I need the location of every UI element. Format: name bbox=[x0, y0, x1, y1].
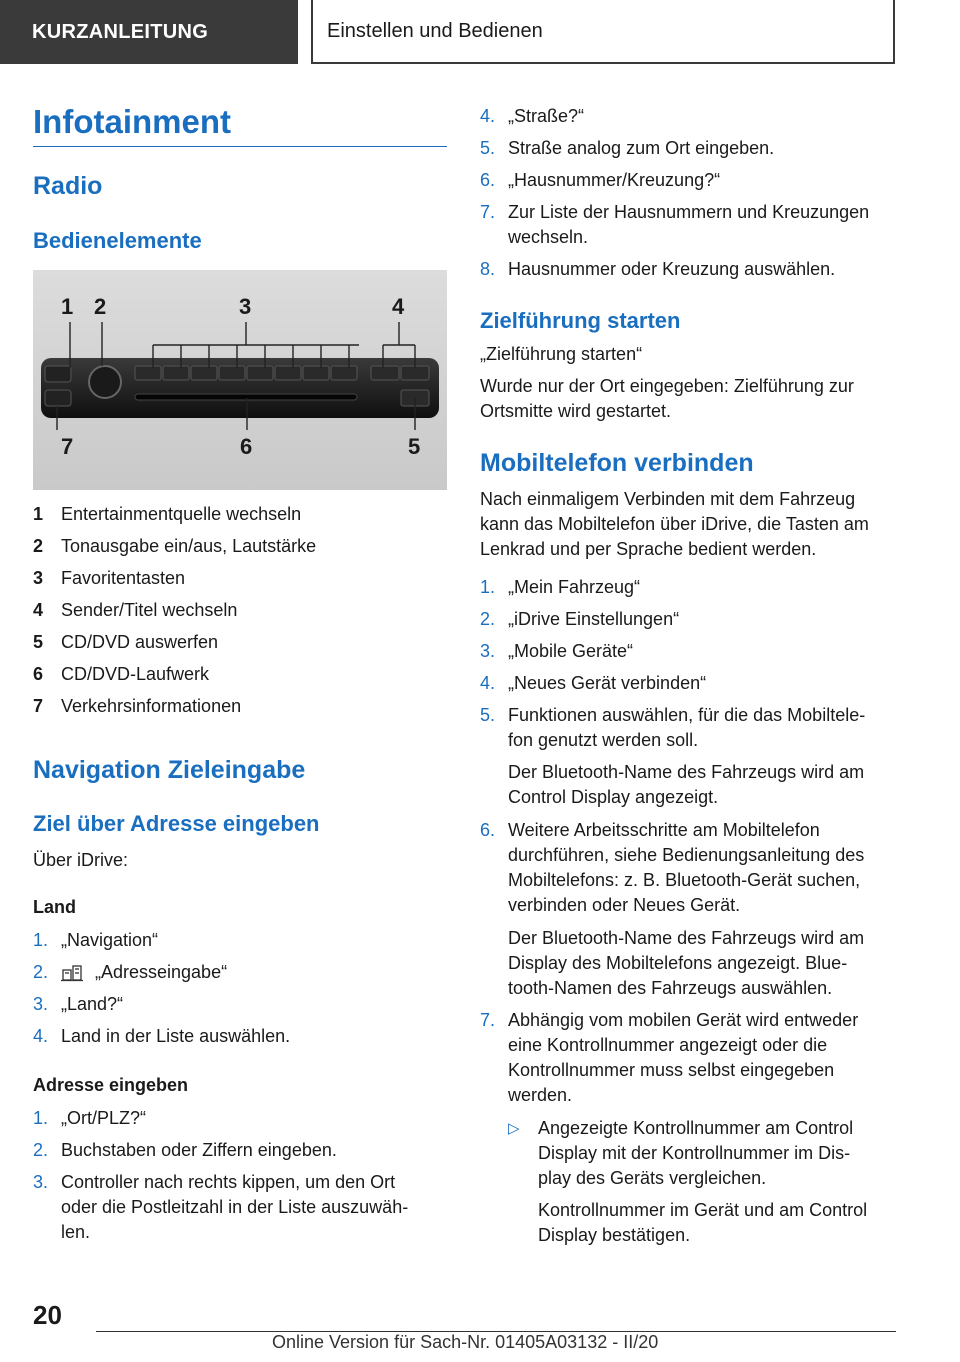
callout-5: 5 bbox=[408, 434, 421, 459]
callout-6: 6 bbox=[240, 434, 253, 459]
phone-step: 1. „Mein Fahrzeug“ bbox=[480, 577, 641, 597]
callout-3: 3 bbox=[239, 294, 252, 319]
via-idrive-text: Über iDrive: bbox=[33, 850, 129, 870]
legend-item: 5 CD/DVD auswerfen bbox=[33, 632, 219, 652]
title-rule bbox=[33, 146, 447, 147]
land-step: 1. „Navigation“ bbox=[33, 930, 159, 950]
address-input-icon bbox=[61, 962, 83, 989]
guidance-heading: Zielführung starten bbox=[480, 308, 681, 333]
callout-1: 1 bbox=[61, 294, 74, 319]
address-step: 2. Buchstaben oder Ziffern eingeben. bbox=[33, 1140, 337, 1160]
land-step: 2. „Adresseingabe“ bbox=[33, 960, 447, 985]
legend-item: 2 Tonausgabe ein/aus, Lautstärke bbox=[33, 536, 317, 556]
legend-item: 3 Favoritentasten bbox=[33, 568, 186, 588]
phone-intro-3: Lenkrad und per Sprache bedient werden. bbox=[480, 539, 817, 559]
phone-step-note: Der Bluetooth-Name des Fahrzeugs wird am Control Display angezeigt. bbox=[508, 762, 865, 807]
street-step: 4. „Straße?“ bbox=[480, 106, 585, 126]
land-step: 4. Land in der Liste auswählen. bbox=[33, 1026, 291, 1046]
phone-intro-2: kann das Mobiltelefon über iDrive, die Tasten am bbox=[480, 514, 869, 534]
legend-item: 1 Entertainmentquelle wechseln bbox=[33, 504, 302, 524]
address-step: 3. Controller nach rechts kippen, um den Ort oder die Postleitzahl in der Liste auszuwäh- len. bbox=[33, 1172, 409, 1242]
legend-item: 4 Sender/Titel wechseln bbox=[33, 600, 238, 620]
callout-4: 4 bbox=[392, 294, 405, 319]
phone-step: 7. Abhängig vom mobilen Gerät wird entweder eine Kontrollnummer angezeigt oder die Kontrollnummer muss selbst eingegeben werden. bbox=[480, 1010, 859, 1105]
sub-paragraph: Kontrollnummer im Gerät und am Control Display bestätigen. bbox=[538, 1200, 868, 1245]
phone-step: 5. Funktionen auswählen, für die das Mobiltele- fon genutzt werden soll. bbox=[480, 705, 866, 750]
legend-item: 6 CD/DVD-Laufwerk bbox=[33, 664, 210, 684]
guidance-line: „Zielführung starten“ bbox=[480, 344, 643, 364]
street-step: 5. Straße analog zum Ort eingeben. bbox=[480, 138, 775, 158]
triangle-bullet-icon: ▷ bbox=[508, 1119, 520, 1137]
address-input-heading: Adresse eingeben bbox=[33, 1075, 189, 1095]
controls-heading: Bedienelemente bbox=[33, 228, 202, 253]
footer-text: Online Version für Sach-Nr. 01405A03132 - II/20 bbox=[272, 1332, 659, 1352]
nav-heading: Navigation Zieleingabe bbox=[33, 756, 306, 784]
guidance-text-1: Wurde nur der Ort eingegeben: Zielführung zur bbox=[480, 376, 854, 396]
callout-2: 2 bbox=[94, 294, 107, 319]
phone-step: 3. „Mobile Geräte“ bbox=[480, 641, 634, 661]
land-step: 3. „Land?“ bbox=[33, 994, 124, 1014]
page-title: Infotainment bbox=[33, 103, 231, 140]
phone-step: 2. „iDrive Einstellungen“ bbox=[480, 609, 680, 629]
address-step: 1. „Ort/PLZ?“ bbox=[33, 1108, 147, 1128]
address-heading: Ziel über Adresse eingeben bbox=[33, 811, 320, 836]
phone-step-note: Der Bluetooth-Name des Fahrzeugs wird am Display des Mobiltelefons angezeigt. Blue- tooth-Namen des Fahrzeugs auswählen. bbox=[508, 928, 865, 998]
callout-7: 7 bbox=[61, 434, 74, 459]
phone-intro-1: Nach einmaligem Verbinden mit dem Fahrzeug bbox=[480, 489, 856, 509]
radio-panel-image bbox=[33, 270, 447, 490]
page-number: 20 bbox=[33, 1300, 62, 1330]
legend-item: 7 Verkehrsinformationen bbox=[33, 696, 242, 716]
section-tab: KURZANLEITUNG bbox=[0, 0, 298, 64]
phone-step: 6. Weitere Arbeitsschritte am Mobiltelefon durchführen, siehe Bedienungsanleitung des Mobiltelefons: z. B. Bluetooth-Gerät suchen, verbinden oder Neues Gerät. bbox=[480, 820, 865, 915]
street-step: 8. Hausnummer oder Kreuzung auswählen. bbox=[480, 259, 836, 279]
phone-heading: Mobiltelefon verbinden bbox=[480, 449, 754, 477]
sub-bullet: ▷ Angezeigte Kontrollnummer am Control Display mit der Kontrollnummer im Dis- play des Geräts vergleichen. bbox=[508, 1118, 854, 1188]
guidance-text-2: Ortsmitte wird gestartet. bbox=[480, 401, 672, 421]
phone-step: 4. „Neues Gerät verbinden“ bbox=[480, 673, 707, 693]
street-step: 7. Zur Liste der Hausnummern und Kreuzungen wechseln. bbox=[480, 202, 870, 247]
chapter-tab: Einstellen und Bedienen bbox=[311, 0, 895, 64]
street-step: 6. „Hausnummer/Kreuzung?“ bbox=[480, 170, 721, 190]
land-heading: Land bbox=[33, 897, 76, 917]
radio-heading: Radio bbox=[33, 172, 103, 200]
